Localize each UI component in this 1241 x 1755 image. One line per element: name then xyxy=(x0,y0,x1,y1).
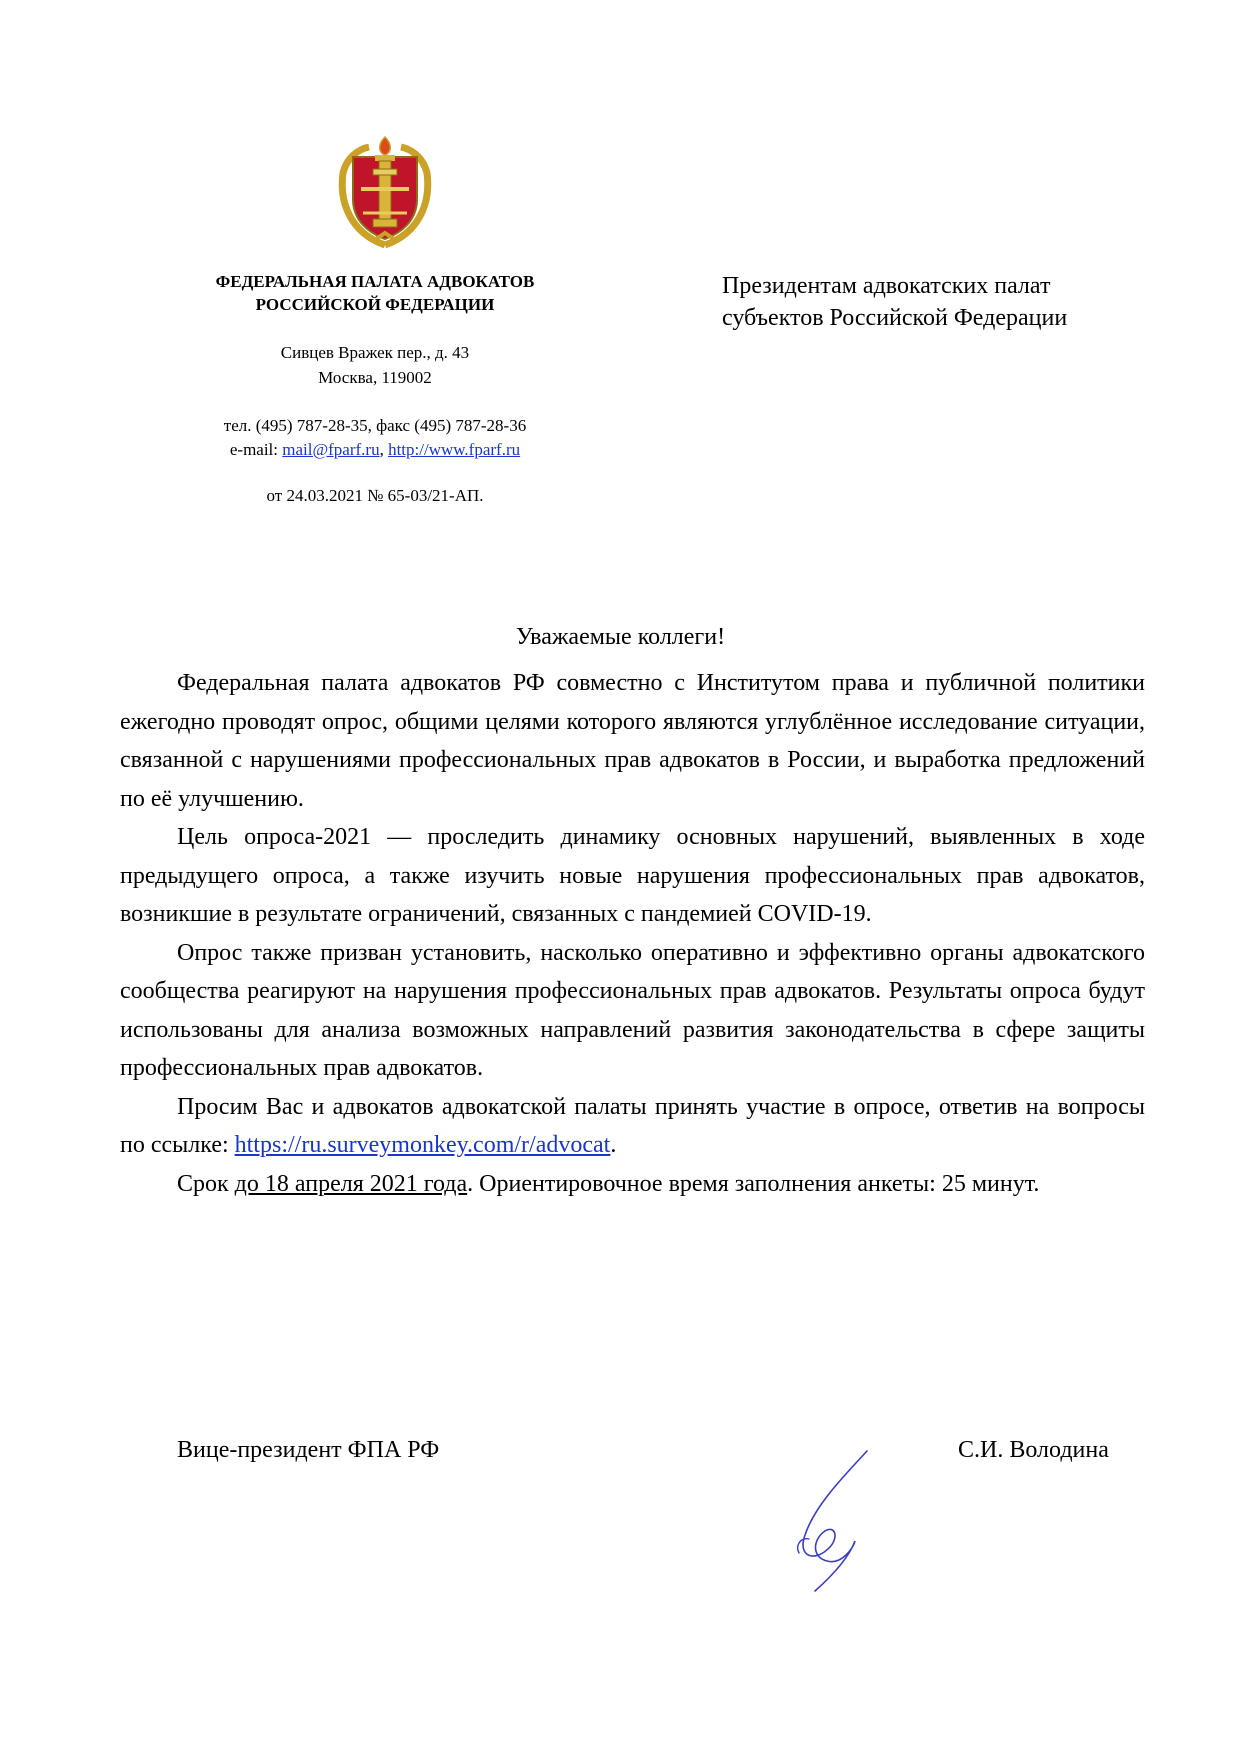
email-label: e-mail: xyxy=(229,440,283,459)
email-link[interactable]: mail@fparf.ru xyxy=(282,440,380,459)
document-reference: от 24.03.2021 № 65-03/21-АП. xyxy=(266,486,484,505)
handwritten-signature xyxy=(775,1445,890,1595)
organization-contacts xyxy=(160,414,590,462)
organization-address xyxy=(160,340,590,390)
paragraph-4-end: . xyxy=(610,1132,617,1158)
signatory-name: С.И. Володина xyxy=(958,1437,1109,1463)
paragraph-5-start: Срок xyxy=(177,1170,235,1197)
paragraph-4-text: Просим Вас и адвокатов адвокатской палаты принять участие в опросе, ответив на вопросы по ссылке: xyxy=(120,1093,1145,1158)
paragraph-5 xyxy=(120,1165,1145,1204)
letter-body xyxy=(120,664,1145,1203)
signatory-title: Вице-президент ФПА РФ xyxy=(177,1437,440,1463)
organization-name xyxy=(160,270,590,316)
emblem-logo xyxy=(333,133,437,249)
paragraph-4 xyxy=(120,1088,1145,1165)
survey-link[interactable]: https://ru.surveymonkey.com/r/advocat xyxy=(234,1132,611,1158)
organization-name-line1: ФЕДЕРАЛЬНАЯ ПАЛАТА АДВОКАТОВ xyxy=(215,272,535,291)
phone-fax-line: тел. (495) 787-28-35, факс (495) 787-28-36 xyxy=(223,416,527,435)
addressee-line1: Президентам адвокатских палат xyxy=(722,273,1051,299)
organization-name-line2: РОССИЙСКОЙ ФЕДЕРАЦИИ xyxy=(255,295,495,314)
email-web-line xyxy=(160,438,590,462)
website-link[interactable]: http://www.fparf.ru xyxy=(388,440,521,459)
paragraph-3: Опрос также призван установить, насколько оперативно и эффективно органы адвокатского сообщества реагируют на нарушения профессиональных прав адвокатов. Результаты опроса будут использованы для анализа возможных направлений развития законодательства в сфере защиты профессиональных прав адвокатов. xyxy=(120,939,1145,1081)
deadline-date: до 18 апреля 2021 года xyxy=(234,1170,468,1197)
salutation: Уважаемые коллеги! xyxy=(515,624,726,650)
addressee-block xyxy=(722,270,1202,334)
address-line2: Москва, 119002 xyxy=(318,368,432,387)
paragraph-5-end: . Ориентировочное время заполнения анкеты: 25 минут. xyxy=(467,1170,1040,1197)
paragraph-1: Федеральная палата адвокатов РФ совместно с Институтом права и публичной политики ежегодно проводят опрос, общими целями которого являются углублённое исследование ситуации, связанной с нарушениями профессиональных прав адвокатов в России, и выработка предложений по её улучшению. xyxy=(120,670,1145,812)
link-separator: , xyxy=(379,440,389,459)
addressee-line2: субъектов Российской Федерации xyxy=(722,305,1068,331)
address-line1: Сивцев Вражек пер., д. 43 xyxy=(280,343,470,362)
paragraph-2: Цель опроса-2021 — проследить динамику основных нарушений, выявленных в ходе предыдущего опроса, а также изучить новые нарушения профессиональных прав адвокатов, возникшие в результате ограничений, связанных с пандемией COVID-19. xyxy=(120,824,1145,927)
